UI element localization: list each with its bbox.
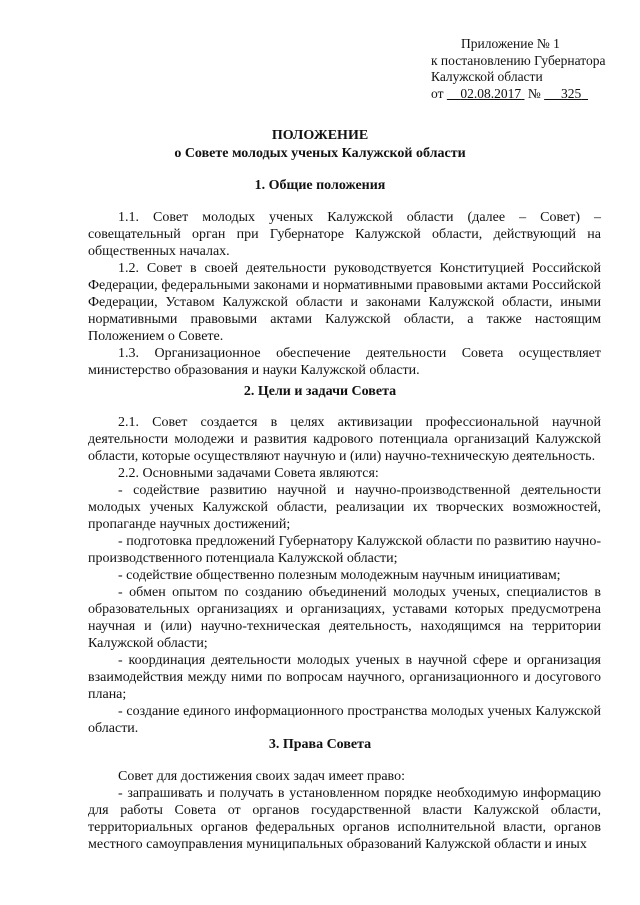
paragraph: 1.3. Организационное обеспечение деятельности Совета осуществляет министерство образования и науки Калужской области. (88, 346, 601, 378)
paragraph: 1.1. Совет молодых ученых Калужской области (далее – Совет) – совещательный орган при Губернаторе Калужской области, действующий на общественных началах. (88, 210, 601, 259)
paragraph: 2.2. Основными задачами Совета являются: (118, 466, 379, 481)
decree-number: 325 (561, 85, 582, 101)
list-item: - создание единого информационного пространства молодых ученых Калужской области. (88, 704, 601, 736)
appendix-line: к постановлению Губернатора (431, 52, 606, 68)
list-item: - координация деятельности молодых ученых в научной сфере и организация взаимодействия между ними по вопросам научного, организационного и досугового плана; (88, 653, 601, 702)
document-title: ПОЛОЖЕНИЕ (271, 128, 369, 143)
appendix-line: Калужской области (431, 69, 543, 84)
list-item: - подготовка предложений Губернатору Калужской области по развитию научно-производственного потенциала Калужской области; (88, 534, 601, 566)
appendix-line: Приложение № 1 (461, 36, 560, 51)
paragraph: 1.2. Совет в своей деятельности руководствуется Конституцией Российской Федерации, федеральными законами и нормативными правовыми актами Российской Федерации, Уставом Калужской области и законами Калужской области, иными нормативными правовыми актами Калужской области, а также настоящим Положением о Совете. (88, 261, 601, 344)
section-heading: 3. Права Совета (268, 737, 372, 752)
appendix-block (431, 36, 631, 102)
paragraph: 2.1. Совет создается в целях активизации профессиональной научной деятельности молодежи и развития кадрового потенциала организаций Калужской области, которые осуществляют научную и (или) научно-техническую деятельность. (88, 415, 601, 464)
list-item: - содействие развитию научной и научно-производственной деятельности молодых ученых Калужской области, реализации их творческих возможностей, пропаганде научных достижений; (88, 483, 601, 532)
appendix-date-line (431, 86, 631, 103)
document-subtitle: о Совете молодых ученых Калужской области (174, 146, 466, 161)
list-item: - обмен опытом по созданию объединений молодых ученых, специалистов в образовательных организациях и организациях, уставами которых предусмотрена научная и (или) научно-техническая деятельность, находящимся на территории Калужской области; (88, 585, 601, 651)
section-body (88, 209, 601, 379)
section-body (88, 414, 601, 737)
section-body (88, 768, 601, 853)
list-item: - содействие общественно полезным молодежным научным инициативам; (118, 568, 561, 583)
number-label: № (527, 85, 541, 101)
list-item: - запрашивать и получать в установленном порядке необходимую информацию для работы Совета от органов государственной власти Калужской области, территориальных органов федеральных органов исполнительной власти, органов местного самоуправления муниципальных образований Калужской области и иных (88, 786, 601, 852)
from-label: от (431, 85, 444, 101)
paragraph: Совет для достижения своих задач имеет право: (118, 769, 405, 784)
decree-date: 02.08.2017 (460, 85, 522, 101)
section-heading: 2. Цели и задачи Совета (243, 384, 397, 399)
section-heading: 1. Общие положения (254, 178, 386, 193)
